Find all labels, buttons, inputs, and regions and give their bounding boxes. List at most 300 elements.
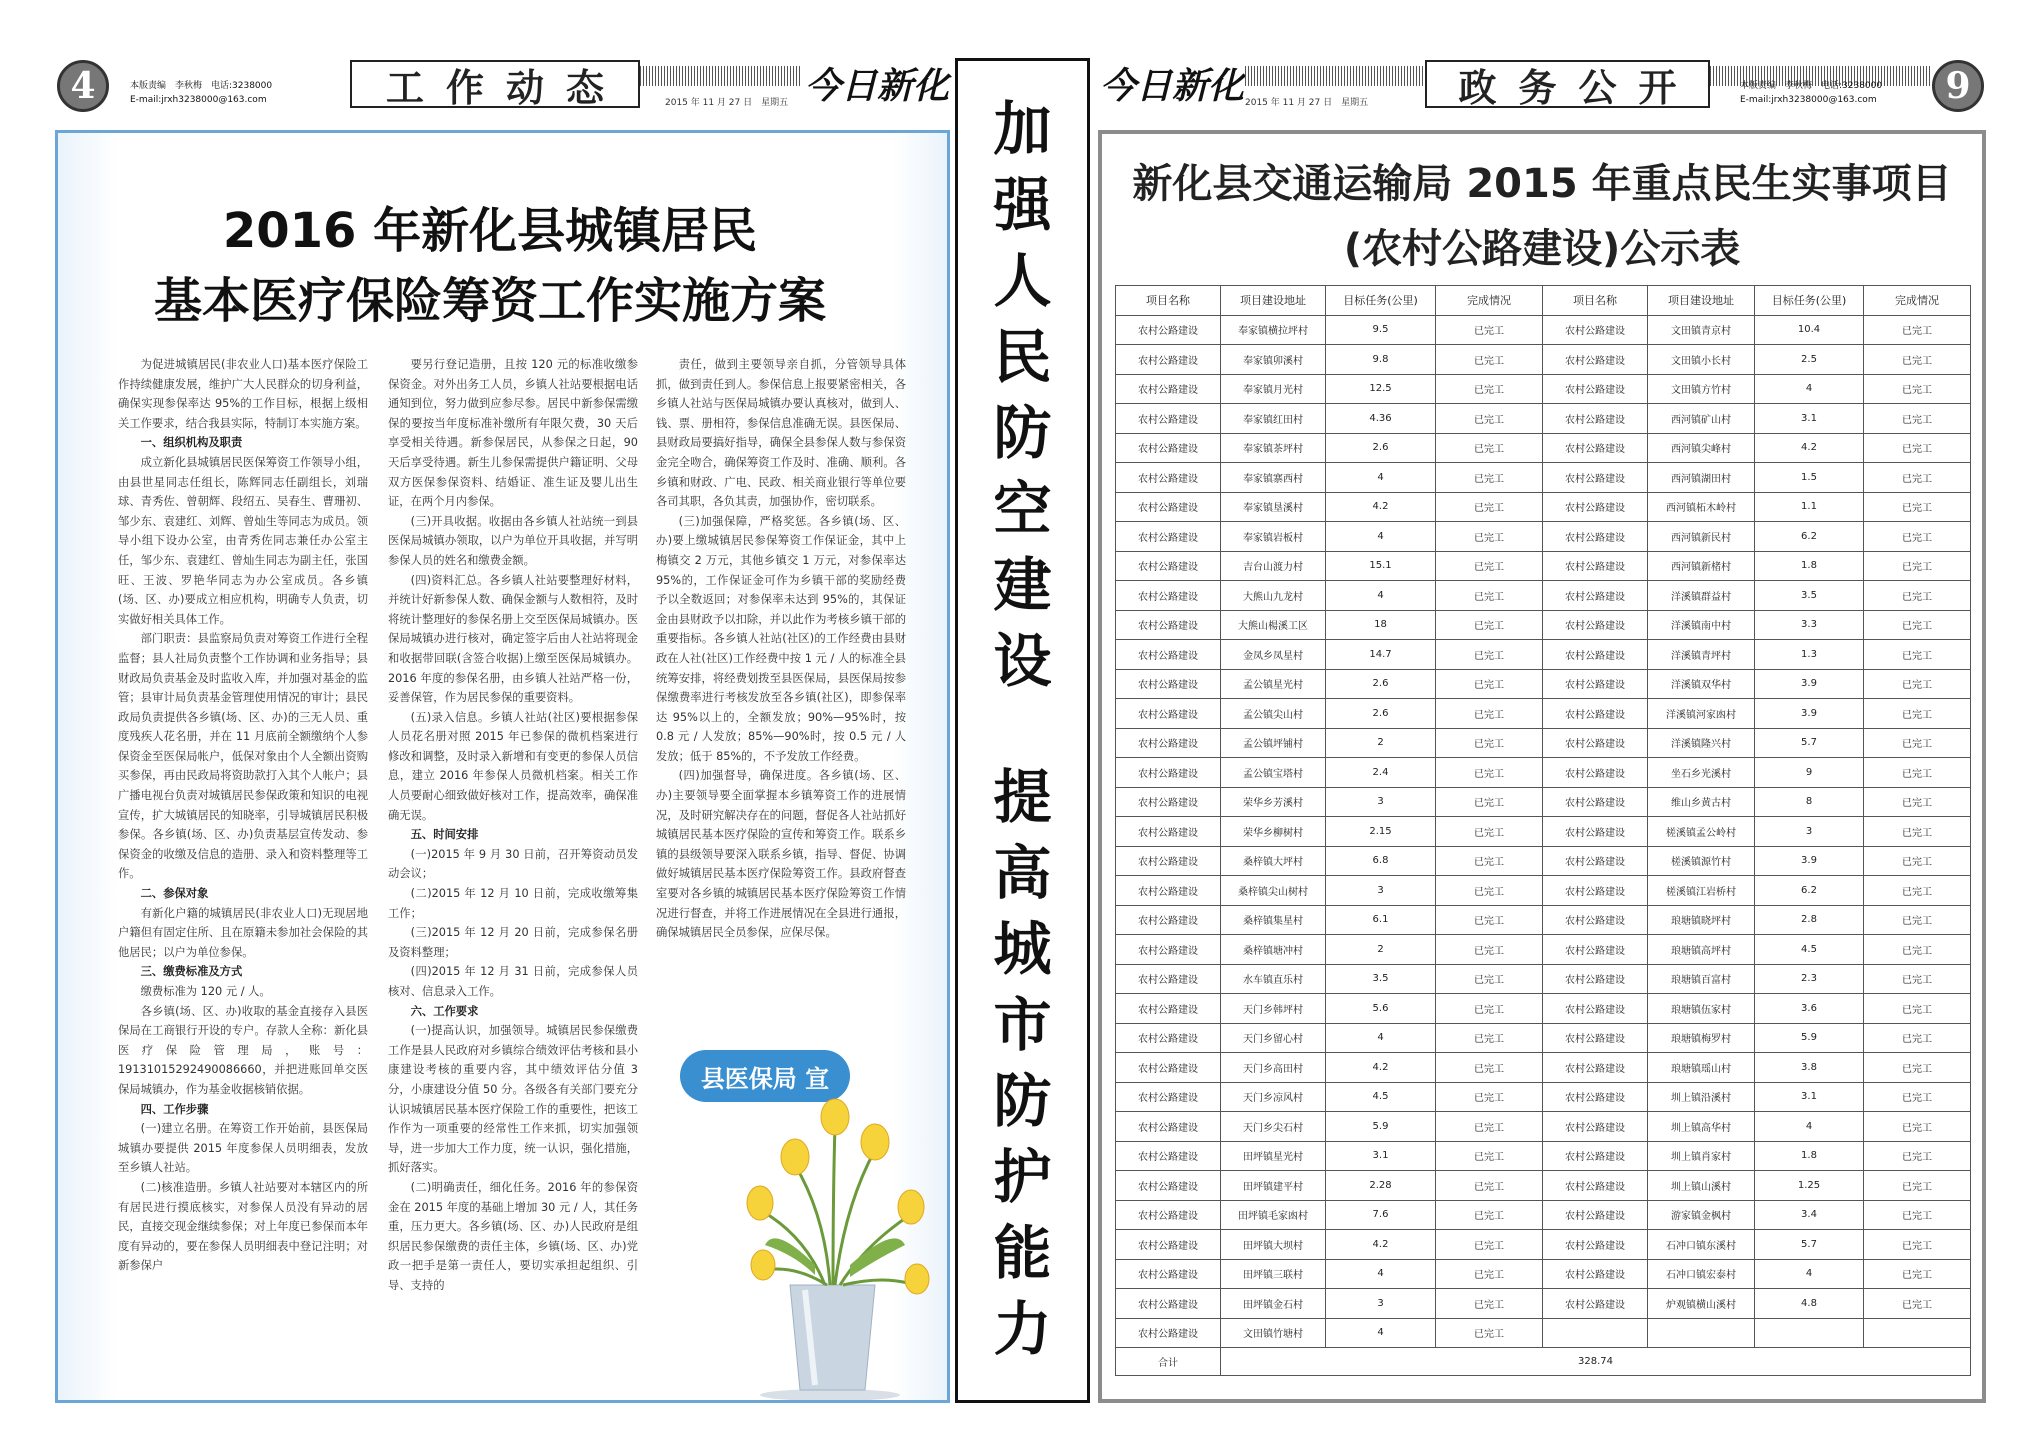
table-cell: 农村公路建设 [1116, 1023, 1221, 1053]
table-row [1116, 728, 1971, 758]
slogan-char: 空 [993, 475, 1052, 543]
table-cell: 已完工 [1864, 463, 1971, 493]
table-cell: 4.2 [1326, 1230, 1436, 1260]
table-cell: 6.1 [1326, 905, 1436, 935]
table-cell: 已完工 [1436, 1141, 1543, 1171]
table-cell: 农村公路建设 [1543, 581, 1648, 611]
slogan-char: 护 [993, 1143, 1052, 1211]
table-subtitle: (农村公路建设)公示表 [1343, 226, 1741, 272]
table-cell: 琅塘镇百富村 [1648, 964, 1755, 994]
table-cell: 已完工 [1436, 935, 1543, 965]
table-cell: 农村公路建设 [1543, 1230, 1648, 1260]
table-cell: 3.5 [1755, 581, 1864, 611]
article-paragraph: (四)加强督导，确保进度。各乡镇(场、区、办)主要领导要全面掌握本乡镇筹资工作的进展情况，及时研究解决存在的问题，督促各人社站抓好城镇居民基本医疗保险的宣传和筹资工作。联系乡镇的县级领导要深入联系乡镇，指导、督促、协调做好城镇居民基本医疗保险筹资工作。县政府督查室要对各乡镇的城镇居民基本医疗保险筹资工作情况进行督查，并将工作进展情况在全县进行通报，确保城镇居民全员参保，应保尽保。 [656, 769, 906, 940]
table-row [1116, 640, 1971, 670]
table-cell: 8 [1755, 787, 1864, 817]
table-cell: 已完工 [1436, 610, 1543, 640]
table-cell: 奉家镇垦溪村 [1221, 492, 1326, 522]
table-row [1116, 581, 1971, 611]
table-cell: 农村公路建设 [1543, 433, 1648, 463]
header-rule [1245, 66, 1425, 86]
table-row [1116, 1230, 1971, 1260]
table-row [1116, 522, 1971, 552]
table-cell: 已完工 [1864, 905, 1971, 935]
table-cell: 石冲口镇东溪村 [1648, 1230, 1755, 1260]
article-column-1 [118, 355, 368, 1405]
table-header-row [1116, 286, 1971, 316]
table-cell: 桑梓镇集星村 [1221, 905, 1326, 935]
table-cell: 3.5 [1326, 964, 1436, 994]
article-paragraph: 有新化户籍的城镇居民(非农业人口)无现居地户籍但有固定住所、且在原籍未参加社会保险的其他居民；以户为单位参保。 [118, 906, 368, 959]
table-row [1116, 1141, 1971, 1171]
table-cell: 已完工 [1436, 964, 1543, 994]
table-cell: 吉台山渡力村 [1221, 551, 1326, 581]
table-row [1116, 1112, 1971, 1142]
table-cell: 已完工 [1436, 404, 1543, 434]
table-cell: 3 [1326, 1289, 1436, 1319]
table-cell: 农村公路建设 [1116, 463, 1221, 493]
table-cell: 农村公路建设 [1543, 404, 1648, 434]
table-cell: 田坪镇毛家凼村 [1221, 1200, 1326, 1230]
table-cell: 农村公路建设 [1116, 1289, 1221, 1319]
table-cell: 水车镇直乐村 [1221, 964, 1326, 994]
table-cell: 4 [1326, 581, 1436, 611]
table-cell: 12.5 [1326, 374, 1436, 404]
table-cell [1543, 1318, 1648, 1348]
table-cell: 西河镇柘木岭村 [1648, 492, 1755, 522]
slogan-char: 设 [993, 627, 1052, 695]
table-cell: 农村公路建设 [1116, 935, 1221, 965]
table-cell: 已完工 [1436, 374, 1543, 404]
table-cell: 已完工 [1436, 581, 1543, 611]
table-cell: 洋溪镇隆兴村 [1648, 728, 1755, 758]
table-cell: 桑梓镇尖山树村 [1221, 876, 1326, 906]
article-paragraph: (二)核准造册。乡镇人社站要对本辖区内的所有居民进行摸底核实，对参保人员没有异动的居民，直接交现金继续参保；对上年度已参保而本年度有异动的，要在参保人员明细表中登记注明；对新参保户 [118, 1180, 368, 1273]
table-cell: 已完工 [1864, 374, 1971, 404]
column-header: 完成情况 [1864, 286, 1971, 316]
table-cell: 大熊山九龙村 [1221, 581, 1326, 611]
table-cell: 2.15 [1326, 817, 1436, 847]
header-rule [640, 66, 800, 86]
slogan-banner [955, 58, 1090, 1403]
table-row [1116, 1023, 1971, 1053]
table-cell: 已完工 [1864, 1053, 1971, 1083]
table-title: 新化县交通运输局 2015 年重点民生实事项目 [1132, 161, 1952, 207]
article-paragraph: (四)资料汇总。各乡镇人社站要整理好材料，并统计好新参保人数、确保金额与人数相符，及时将统计整理好的参保名册上交至医保局城镇办。医保局城镇办进行核对，确定签字后由人社站将现金和收据带回联(含签合收据)上缴至医保局城镇办。2016 年度的参保名册，由乡镇人社站严格一份，妥善保管，作为居民参保的重要资料。 [388, 573, 638, 705]
table-cell: 已完工 [1864, 640, 1971, 670]
table-cell: 已完工 [1864, 728, 1971, 758]
table-cell: 农村公路建设 [1543, 699, 1648, 729]
table-cell: 已完工 [1864, 994, 1971, 1024]
table-cell: 1.3 [1755, 640, 1864, 670]
table-cell: 已完工 [1864, 699, 1971, 729]
article-paragraph: (三)2015 年 12 月 20 日前，完成参保名册及资料整理； [388, 926, 638, 959]
table-cell: 农村公路建设 [1116, 964, 1221, 994]
table-cell: 农村公路建设 [1116, 758, 1221, 788]
table-cell: 琅塘镇梅罗村 [1648, 1023, 1755, 1053]
table-cell: 文田镇竹塘村 [1221, 1318, 1326, 1348]
table-row [1116, 787, 1971, 817]
table-cell: 2.5 [1755, 345, 1864, 375]
table-cell: 游家镇金枫村 [1648, 1200, 1755, 1230]
table-row [1116, 315, 1971, 345]
table-cell: 4.8 [1755, 1289, 1864, 1319]
table-cell: 洋溪镇青坪村 [1648, 640, 1755, 670]
table-cell: 3.9 [1755, 669, 1864, 699]
table-cell: 已完工 [1436, 1318, 1543, 1348]
table-cell: 10.4 [1755, 315, 1864, 345]
table-cell: 农村公路建设 [1543, 728, 1648, 758]
article-paragraph: (三)加强保障，严格奖惩。各乡镇(场、区、办)要上缴城镇居民参保筹资工作保证金，其中上梅镇交 2 万元，其他乡镇交 1 万元，对参保率达 95%的，工作保证金可作为乡镇干部的奖励经费予以全数返回；对参保率未达到 95%的，其保证金由县财政予以扣除，并以此作为考核乡镇干部的重要指标。各乡镇人社站(社区)的工作经费由县财政在人社(社区)工作经费中按 1 元 / 人的标准全县统筹安排，将经费划拨至县医保局，县医保局按参保缴费率进行考核发放至各乡镇(社区)，即参保率达 95%以上的，全额发放；90%—95%时，按 0.8 元 / 人发放；85%—90%时，按 0.5 元 / 人发放；低于 85%的，不予发放工作经费。 [656, 514, 906, 763]
table-cell: 3 [1326, 787, 1436, 817]
table-cell: 农村公路建设 [1116, 374, 1221, 404]
table-cell: 天门乡高田村 [1221, 1053, 1326, 1083]
table-cell [1648, 1318, 1755, 1348]
table-cell: 农村公路建设 [1116, 905, 1221, 935]
table-cell: 农村公路建设 [1116, 1318, 1221, 1348]
table-cell: 农村公路建设 [1116, 1112, 1221, 1142]
table-cell: 洋溪镇群益村 [1648, 581, 1755, 611]
total-label: 合计 [1116, 1348, 1221, 1376]
table-cell: 农村公路建设 [1543, 1053, 1648, 1083]
table-cell: 农村公路建设 [1543, 846, 1648, 876]
table-cell: 农村公路建设 [1116, 492, 1221, 522]
table-cell: 3 [1326, 876, 1436, 906]
table-cell: 已完工 [1864, 758, 1971, 788]
table-row [1116, 1200, 1971, 1230]
table-cell: 洋溪镇双华村 [1648, 669, 1755, 699]
table-cell: 荣华乡芳溪村 [1221, 787, 1326, 817]
table-cell: 洋溪镇南中村 [1648, 610, 1755, 640]
slogan-char: 防 [993, 399, 1052, 467]
table-cell: 5.6 [1326, 994, 1436, 1024]
table-cell: 6.8 [1326, 846, 1436, 876]
table-cell: 4 [1326, 1318, 1436, 1348]
slogan-char: 城 [993, 915, 1052, 983]
article-paragraph: (二)2015 年 12 月 10 日前，完成收缴筹集工作； [388, 887, 638, 920]
table-cell: 7.6 [1326, 1200, 1436, 1230]
article-column-3 [656, 355, 906, 1025]
table-cell: 已完工 [1436, 905, 1543, 935]
project-table [1115, 285, 1971, 1376]
table-cell: 已完工 [1864, 345, 1971, 375]
table-cell: 奉家镇卯溪村 [1221, 345, 1326, 375]
table-cell: 农村公路建设 [1543, 610, 1648, 640]
table-cell [1755, 1318, 1864, 1348]
table-cell: 已完工 [1864, 1023, 1971, 1053]
table-cell: 已完工 [1864, 581, 1971, 611]
table-cell: 石冲口镇宏泰村 [1648, 1259, 1755, 1289]
table-cell: 3.9 [1755, 699, 1864, 729]
table-cell: 农村公路建设 [1116, 817, 1221, 847]
slogan-char: 市 [993, 991, 1052, 1059]
table-cell: 已完工 [1436, 876, 1543, 906]
table-cell: 文田镇方竹村 [1648, 374, 1755, 404]
table-cell: 3.8 [1755, 1053, 1864, 1083]
table-cell: 奉家镇红田村 [1221, 404, 1326, 434]
table-cell: 奉家镇岩板村 [1221, 522, 1326, 552]
table-cell: 2 [1326, 728, 1436, 758]
table-cell: 农村公路建设 [1116, 404, 1221, 434]
table-cell: 农村公路建设 [1543, 345, 1648, 375]
table-cell: 4.5 [1755, 935, 1864, 965]
table-cell: 15.1 [1326, 551, 1436, 581]
table-cell: 农村公路建设 [1543, 758, 1648, 788]
table-cell: 农村公路建设 [1543, 315, 1648, 345]
article-paragraph: (五)录入信息。乡镇人社站(社区)要根据参保人员花名册对照 2015 年已参保的微机档案进行修改和调整，及时录入新增和有变更的参保人员信息，建立 2016 年参保人员微机档案。相关工作人员要耐心细致做好核对工作，提高效率，确保准确无误。 [388, 710, 638, 822]
table-cell: 已完工 [1436, 433, 1543, 463]
slogan-char: 民 [993, 323, 1052, 391]
table-cell: 3.9 [1755, 846, 1864, 876]
table-cell: 已完工 [1436, 463, 1543, 493]
section-heading: 五、时间安排 [410, 828, 479, 842]
article-paragraph: 部门职责：县监察局负责对筹资工作进行全程监督；县人社局负责整个工作协调和业务指导；县财政局负责基金及时监收入库，并加强对基金的监管；县审计局负责基金管理使用情况的审计；县民政局负责提供各乡镇(场、区、办)的三无人员、重度残疾人花名册，并在 11 月底前全额缴纳个人参保资金至医保局帐户，低保对象由个人全额出资购买参保，再由民政局将资助款打入其个人帐户；县广播电视台负责对城镇居民参保政策和知识的电视宣传，扩大城镇居民的知晓率，引导城镇居民积极参保。各乡镇(场、区、办)负责基层宣传发动、参保资金的收缴及信息的造册、录入和资料整理等工作。 [118, 632, 368, 881]
table-cell: 已完工 [1436, 758, 1543, 788]
article-paragraph: (一)提高认识，加强领导。城镇居民参保缴费工作是县人民政府对乡镇综合绩效评估考核和县小康建设考核的重要内容，其中绩效评估分值 3 分，小康建设分值 50 分。各级各有关部门要充分认识城镇居民基本医疗保险工作的重要性，把该工作作为一项重要的经常性工作来抓，切实加强领导，进一步加大工作力度，统一认识，强化措施，抓好落实。 [388, 1024, 638, 1175]
table-cell: 农村公路建设 [1116, 551, 1221, 581]
table-cell: 农村公路建设 [1116, 522, 1221, 552]
table-cell: 田坪镇大坝村 [1221, 1230, 1326, 1260]
table-cell: 农村公路建设 [1543, 1259, 1648, 1289]
slogan-char: 强 [993, 171, 1052, 239]
table-cell: 田坪镇建平村 [1221, 1171, 1326, 1201]
table-cell: 农村公路建设 [1543, 551, 1648, 581]
page-number-badge: 4 [57, 60, 109, 112]
table-cell: 西河镇湖田村 [1648, 463, 1755, 493]
table-cell: 已完工 [1436, 492, 1543, 522]
table-cell: 4 [1326, 1023, 1436, 1053]
article-paragraph: (一)建立名册。在筹资工作开始前，县医保局城镇办要提供 2015 年度参保人员明细表，发放至乡镇人社站。 [118, 1122, 368, 1175]
table-cell: 4.2 [1755, 433, 1864, 463]
table-cell: 槎溪镇江岩桥村 [1648, 876, 1755, 906]
table-cell: 已完工 [1864, 551, 1971, 581]
masthead-logo: 今日新化 [1100, 65, 1245, 107]
table-cell: 已完工 [1864, 1230, 1971, 1260]
table-row [1116, 964, 1971, 994]
publisher-badge: 县医保局 宣 [680, 1050, 850, 1102]
table-cell: 农村公路建设 [1116, 345, 1221, 375]
table-cell: 农村公路建设 [1543, 463, 1648, 493]
email-line: E-mail:jrxh3238000@163.com [130, 95, 267, 105]
table-cell: 2.4 [1326, 758, 1436, 788]
table-cell: 已完工 [1864, 315, 1971, 345]
table-cell: 已完工 [1436, 1259, 1543, 1289]
table-cell: 农村公路建设 [1543, 1171, 1648, 1201]
table-cell: 农村公路建设 [1116, 728, 1221, 758]
table-cell: 4 [1326, 522, 1436, 552]
table-cell: 9 [1755, 758, 1864, 788]
table-cell: 农村公路建设 [1543, 492, 1648, 522]
table-row [1116, 905, 1971, 935]
table-cell: 已完工 [1864, 1112, 1971, 1142]
article-title: 2016 年新化县城镇居民 [222, 203, 758, 259]
table-cell: 农村公路建设 [1543, 1200, 1648, 1230]
table-cell: 已完工 [1436, 994, 1543, 1024]
table-cell: 3.6 [1755, 994, 1864, 1024]
table-cell: 已完工 [1436, 817, 1543, 847]
table-cell: 孟公镇坪铺村 [1221, 728, 1326, 758]
table-cell: 农村公路建设 [1116, 1230, 1221, 1260]
table-cell: 已完工 [1436, 787, 1543, 817]
table-cell: 已完工 [1436, 728, 1543, 758]
table-cell: 农村公路建设 [1116, 994, 1221, 1024]
table-cell: 农村公路建设 [1116, 699, 1221, 729]
table-cell: 圳上镇肖家村 [1648, 1141, 1755, 1171]
table-cell: 农村公路建设 [1116, 581, 1221, 611]
total-value: 328.74 [1221, 1348, 1971, 1376]
table-cell: 农村公路建设 [1116, 1171, 1221, 1201]
table-cell: 已完工 [1436, 1082, 1543, 1112]
table-cell: 已完工 [1864, 404, 1971, 434]
table-cell: 3.4 [1755, 1200, 1864, 1230]
table-cell: 农村公路建设 [1116, 610, 1221, 640]
slogan-char: 加 [993, 95, 1052, 163]
table-cell: 农村公路建设 [1116, 787, 1221, 817]
table-cell: 已完工 [1864, 522, 1971, 552]
table-cell: 1.25 [1755, 1171, 1864, 1201]
table-cell: 5.9 [1755, 1023, 1864, 1053]
table-cell: 已完工 [1864, 817, 1971, 847]
table-cell: 已完工 [1864, 1082, 1971, 1112]
slogan-char: 力 [993, 1295, 1052, 1363]
column-header: 完成情况 [1436, 286, 1543, 316]
article-title: 基本医疗保险筹资工作实施方案 [153, 273, 826, 329]
table-cell: 已完工 [1436, 1053, 1543, 1083]
table-cell: 已完工 [1864, 846, 1971, 876]
table-cell: 已完工 [1436, 669, 1543, 699]
table-cell: 2.28 [1326, 1171, 1436, 1201]
table-cell: 坐石乡光溪村 [1648, 758, 1755, 788]
table-row [1116, 551, 1971, 581]
column-header: 项目名称 [1116, 286, 1221, 316]
table-cell: 农村公路建设 [1543, 817, 1648, 847]
table-cell: 已完工 [1864, 669, 1971, 699]
section-title: 工作动态 [350, 60, 640, 108]
table-total-row [1116, 1348, 1971, 1376]
table-cell: 奉家镇茶坪村 [1221, 433, 1326, 463]
table-cell: 桑梓镇大坪村 [1221, 846, 1326, 876]
table-row [1116, 1318, 1971, 1348]
table-cell: 农村公路建设 [1543, 522, 1648, 552]
table-cell: 1.8 [1755, 1141, 1864, 1171]
table-cell: 奉家镇月光村 [1221, 374, 1326, 404]
article-paragraph: (四)2015 年 12 月 31 日前，完成参保人员核对、信息录入工作。 [388, 965, 638, 998]
table-cell: 1.8 [1755, 551, 1864, 581]
slogan-char: 能 [993, 1219, 1052, 1287]
table-cell: 农村公路建设 [1116, 876, 1221, 906]
article-paragraph: 为促进城镇居民(非农业人口)基本医疗保险工作持续健康发展，维护广大人民群众的切身利益，确保实现参保率达 95%的工作目标，根据上级相关工作要求，结合我县实际，特制订本实施方案。 [118, 358, 368, 430]
table-cell: 5.7 [1755, 1230, 1864, 1260]
table-cell: 琅塘镇瑶山村 [1648, 1053, 1755, 1083]
table-cell: 已完工 [1864, 492, 1971, 522]
table-cell: 洋溪镇河家凼村 [1648, 699, 1755, 729]
table-cell: 已完工 [1436, 1171, 1543, 1201]
table-cell: 西河镇尖峰村 [1648, 433, 1755, 463]
table-cell: 4.2 [1326, 1053, 1436, 1083]
table-row [1116, 994, 1971, 1024]
table-row [1116, 1082, 1971, 1112]
table-cell: 田坪镇金石村 [1221, 1289, 1326, 1319]
table-cell: 已完工 [1864, 1141, 1971, 1171]
table-row [1116, 758, 1971, 788]
table-cell: 天门乡留心村 [1221, 1023, 1326, 1053]
table-cell: 桑梓镇塘冲村 [1221, 935, 1326, 965]
table-cell: 1.1 [1755, 492, 1864, 522]
table-cell: 已完工 [1864, 1259, 1971, 1289]
table-cell: 农村公路建设 [1543, 787, 1648, 817]
table-cell: 奉家镇寨西村 [1221, 463, 1326, 493]
table-cell: 3.1 [1755, 404, 1864, 434]
table-cell: 槎溪镇孟公岭村 [1648, 817, 1755, 847]
masthead-logo: 今日新化 [805, 65, 950, 107]
table-cell: 2.6 [1326, 699, 1436, 729]
table-cell: 农村公路建设 [1543, 1023, 1648, 1053]
table-cell: 已完工 [1436, 551, 1543, 581]
table-cell: 2 [1326, 935, 1436, 965]
table-cell: 圳上镇高华村 [1648, 1112, 1755, 1142]
table-cell: 已完工 [1436, 1200, 1543, 1230]
section-title: 政务公开 [1425, 60, 1710, 108]
table-row [1116, 404, 1971, 434]
table-cell: 琅塘镇高坪村 [1648, 935, 1755, 965]
table-cell: 3.1 [1326, 1141, 1436, 1171]
section-heading: 四、工作步骤 [140, 1102, 209, 1116]
table-cell: 已完工 [1436, 846, 1543, 876]
table-cell: 已完工 [1436, 699, 1543, 729]
slogan-char: 建 [993, 551, 1052, 619]
table-cell: 4.36 [1326, 404, 1436, 434]
table-cell: 西河镇新楮村 [1648, 551, 1755, 581]
table-cell: 农村公路建设 [1116, 1259, 1221, 1289]
table-cell: 3.1 [1755, 1082, 1864, 1112]
table-cell: 3.3 [1755, 610, 1864, 640]
table-row [1116, 876, 1971, 906]
table-cell: 2.6 [1326, 669, 1436, 699]
article-paragraph: (一)2015 年 9 月 30 日前，召开筹资动员发动会议； [388, 847, 638, 881]
table-row [1116, 374, 1971, 404]
section-heading: 六、工作要求 [410, 1004, 479, 1018]
table-row [1116, 846, 1971, 876]
table-cell: 文田镇青京村 [1648, 315, 1755, 345]
article-paragraph: 成立新化县城镇居民医保筹资工作领导小组，由县世星同志任组长，陈辉同志任副组长，刘瑞球、青秀佐、曾朝辉、段绍五、吴春生、曹珊初、邹少东、袁建红、刘辉、曾灿生等同志为成员。领导小组下设办公室，由青秀佐同志兼任办公室主任，邹少东、袁建红、曾灿生同志为副主任，张国旺、王波、罗艳华同志为办公室成员。各乡镇(场、区、办)要成立相应机构，明确专人负责，切实做好相关具体工作。 [118, 455, 368, 626]
table-cell: 农村公路建设 [1543, 1082, 1648, 1112]
table-cell: 农村公路建设 [1543, 905, 1648, 935]
table-cell: 农村公路建设 [1116, 433, 1221, 463]
article-paragraph: 要另行登记造册，且按 120 元的标准收缴参保资金。对外出务工人员，乡镇人社站要根据电话通知到位，努力做到应参尽参。居民中新参保需缴保的要按当年度标准补缴所有年限欠费，30 天后享受相关待遇。新参保居民，从参保之日起，90 天后享受待遇。新生儿参保需提供户籍证明、父母双方医保参保资料、结婚证、准生证及婴儿出生证，在两个月内参保。 [388, 358, 638, 509]
page-number-badge: 9 [1932, 60, 1984, 112]
table-cell: 农村公路建设 [1543, 669, 1648, 699]
table-cell: 孟公镇星光村 [1221, 669, 1326, 699]
table-row [1116, 669, 1971, 699]
table-cell: 已完工 [1436, 1289, 1543, 1319]
article-column-2 [388, 355, 638, 1385]
table-cell: 2.8 [1755, 905, 1864, 935]
table-cell: 孟公镇尖山村 [1221, 699, 1326, 729]
table-cell: 已完工 [1436, 640, 1543, 670]
slogan-char: 提 [993, 763, 1052, 831]
email-line: E-mail:jrxh3238000@163.com [1740, 95, 1877, 105]
table-cell: 4 [1755, 1259, 1864, 1289]
table-cell: 天门乡韩坪村 [1221, 994, 1326, 1024]
table-cell: 已完工 [1864, 876, 1971, 906]
table-cell: 大熊山楊溪工区 [1221, 610, 1326, 640]
column-header: 目标任务(公里) [1326, 286, 1436, 316]
table-cell: 农村公路建设 [1116, 846, 1221, 876]
table-cell: 奉家镇横拉坪村 [1221, 315, 1326, 345]
table-cell: 农村公路建设 [1116, 315, 1221, 345]
section-heading: 一、组织机构及职责 [140, 436, 243, 450]
article-paragraph: 缴费标准为 120 元 / 人。 [140, 985, 271, 998]
